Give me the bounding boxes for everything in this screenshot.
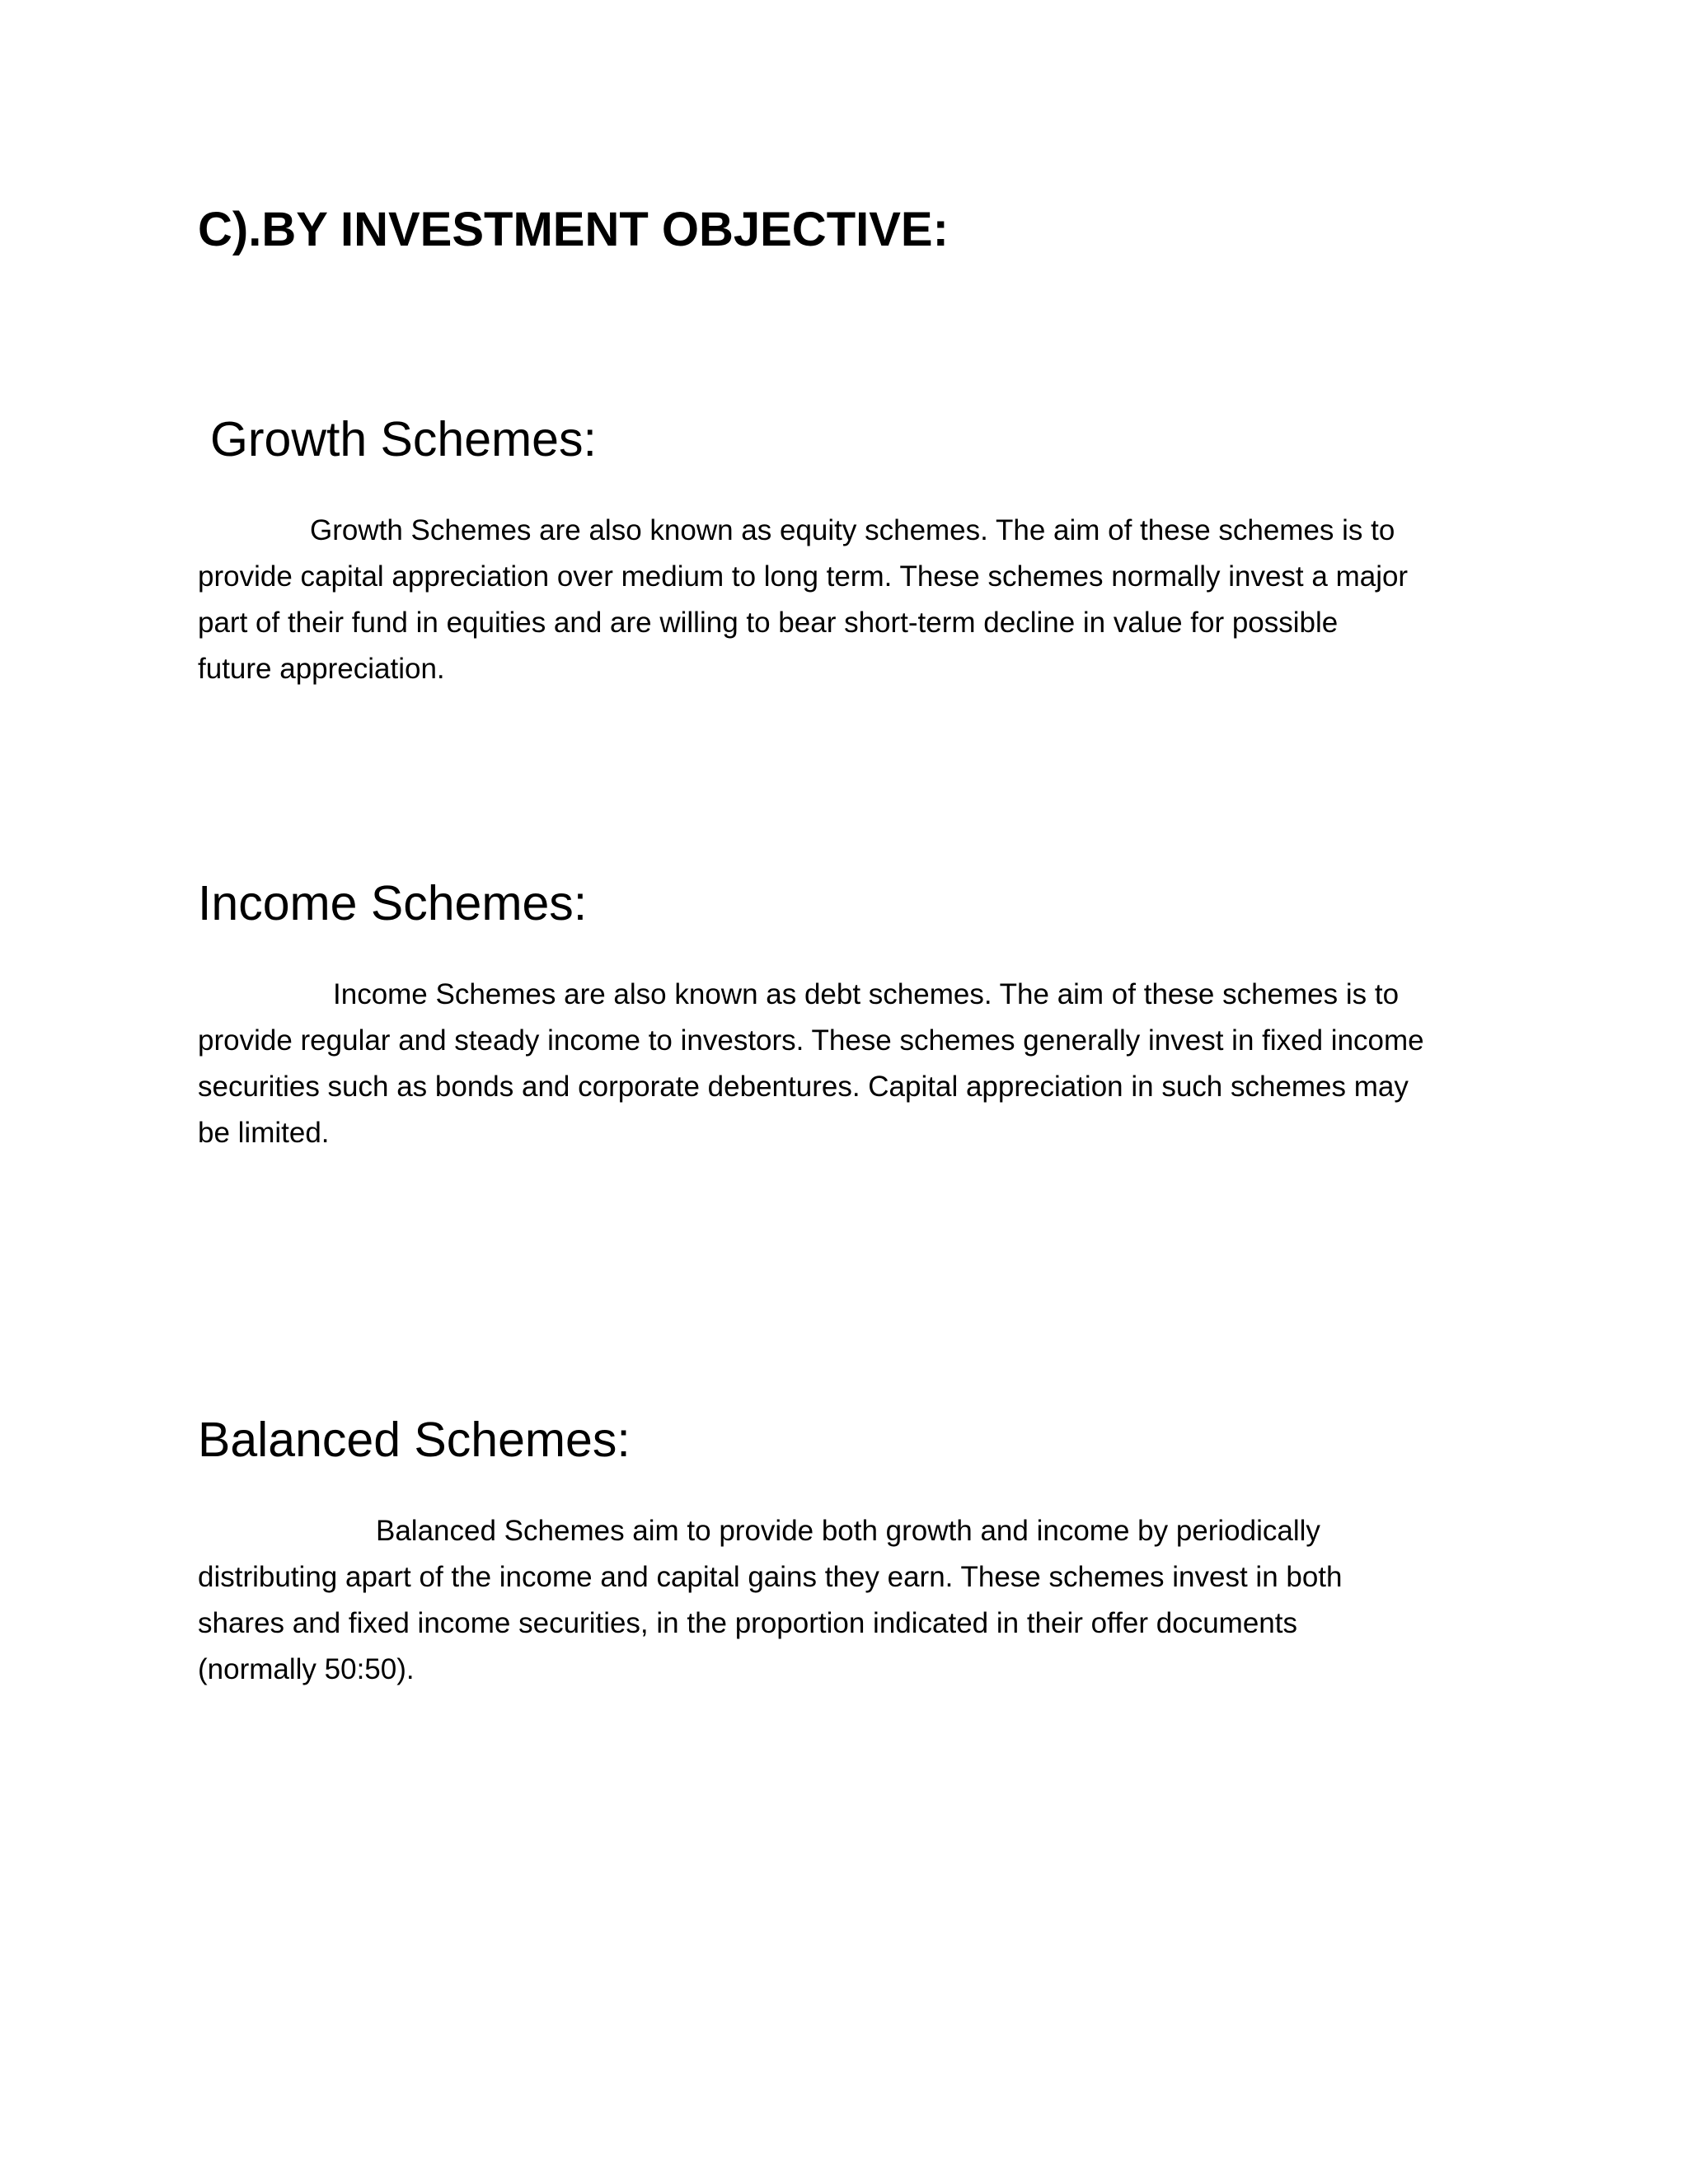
income-schemes-line: securities such as bonds and corporate debentures. Capital appreciation in such schemes may	[198, 1071, 1409, 1103]
balanced-schemes-line: (normally 50:50).	[198, 1653, 415, 1685]
income-schemes-heading: Income Schemes:	[198, 876, 588, 930]
balanced-schemes-line: Balanced Schemes aim to provide both growth and income by periodically	[376, 1515, 1320, 1547]
growth-schemes-line: Growth Schemes are also known as equity schemes. The aim of these schemes is to	[310, 514, 1395, 546]
growth-schemes-line: part of their fund in equities and are willing to bear short-term decline in value for possible	[198, 607, 1339, 639]
income-schemes-line: be limited.	[198, 1117, 330, 1149]
page-title: C).BY INVESTMENT OBJECTIVE:	[198, 203, 949, 256]
balanced-schemes-line: distributing apart of the income and capital gains they earn. These schemes invest in both	[198, 1561, 1343, 1593]
income-schemes-line: Income Schemes are also known as debt schemes. The aim of these schemes is to	[333, 978, 1400, 1010]
growth-schemes-heading: Growth Schemes:	[210, 412, 597, 466]
balanced-schemes-line: shares and fixed income securities, in the proportion indicated in their offer documents	[198, 1607, 1297, 1639]
balanced-schemes-heading: Balanced Schemes:	[198, 1413, 631, 1467]
growth-schemes-line: future appreciation.	[198, 653, 445, 685]
income-schemes-line: provide regular and steady income to investors. These schemes generally invest in fixed income	[198, 1024, 1424, 1057]
growth-schemes-line: provide capital appreciation over medium to long term. These schemes normally invest a major	[198, 560, 1409, 593]
